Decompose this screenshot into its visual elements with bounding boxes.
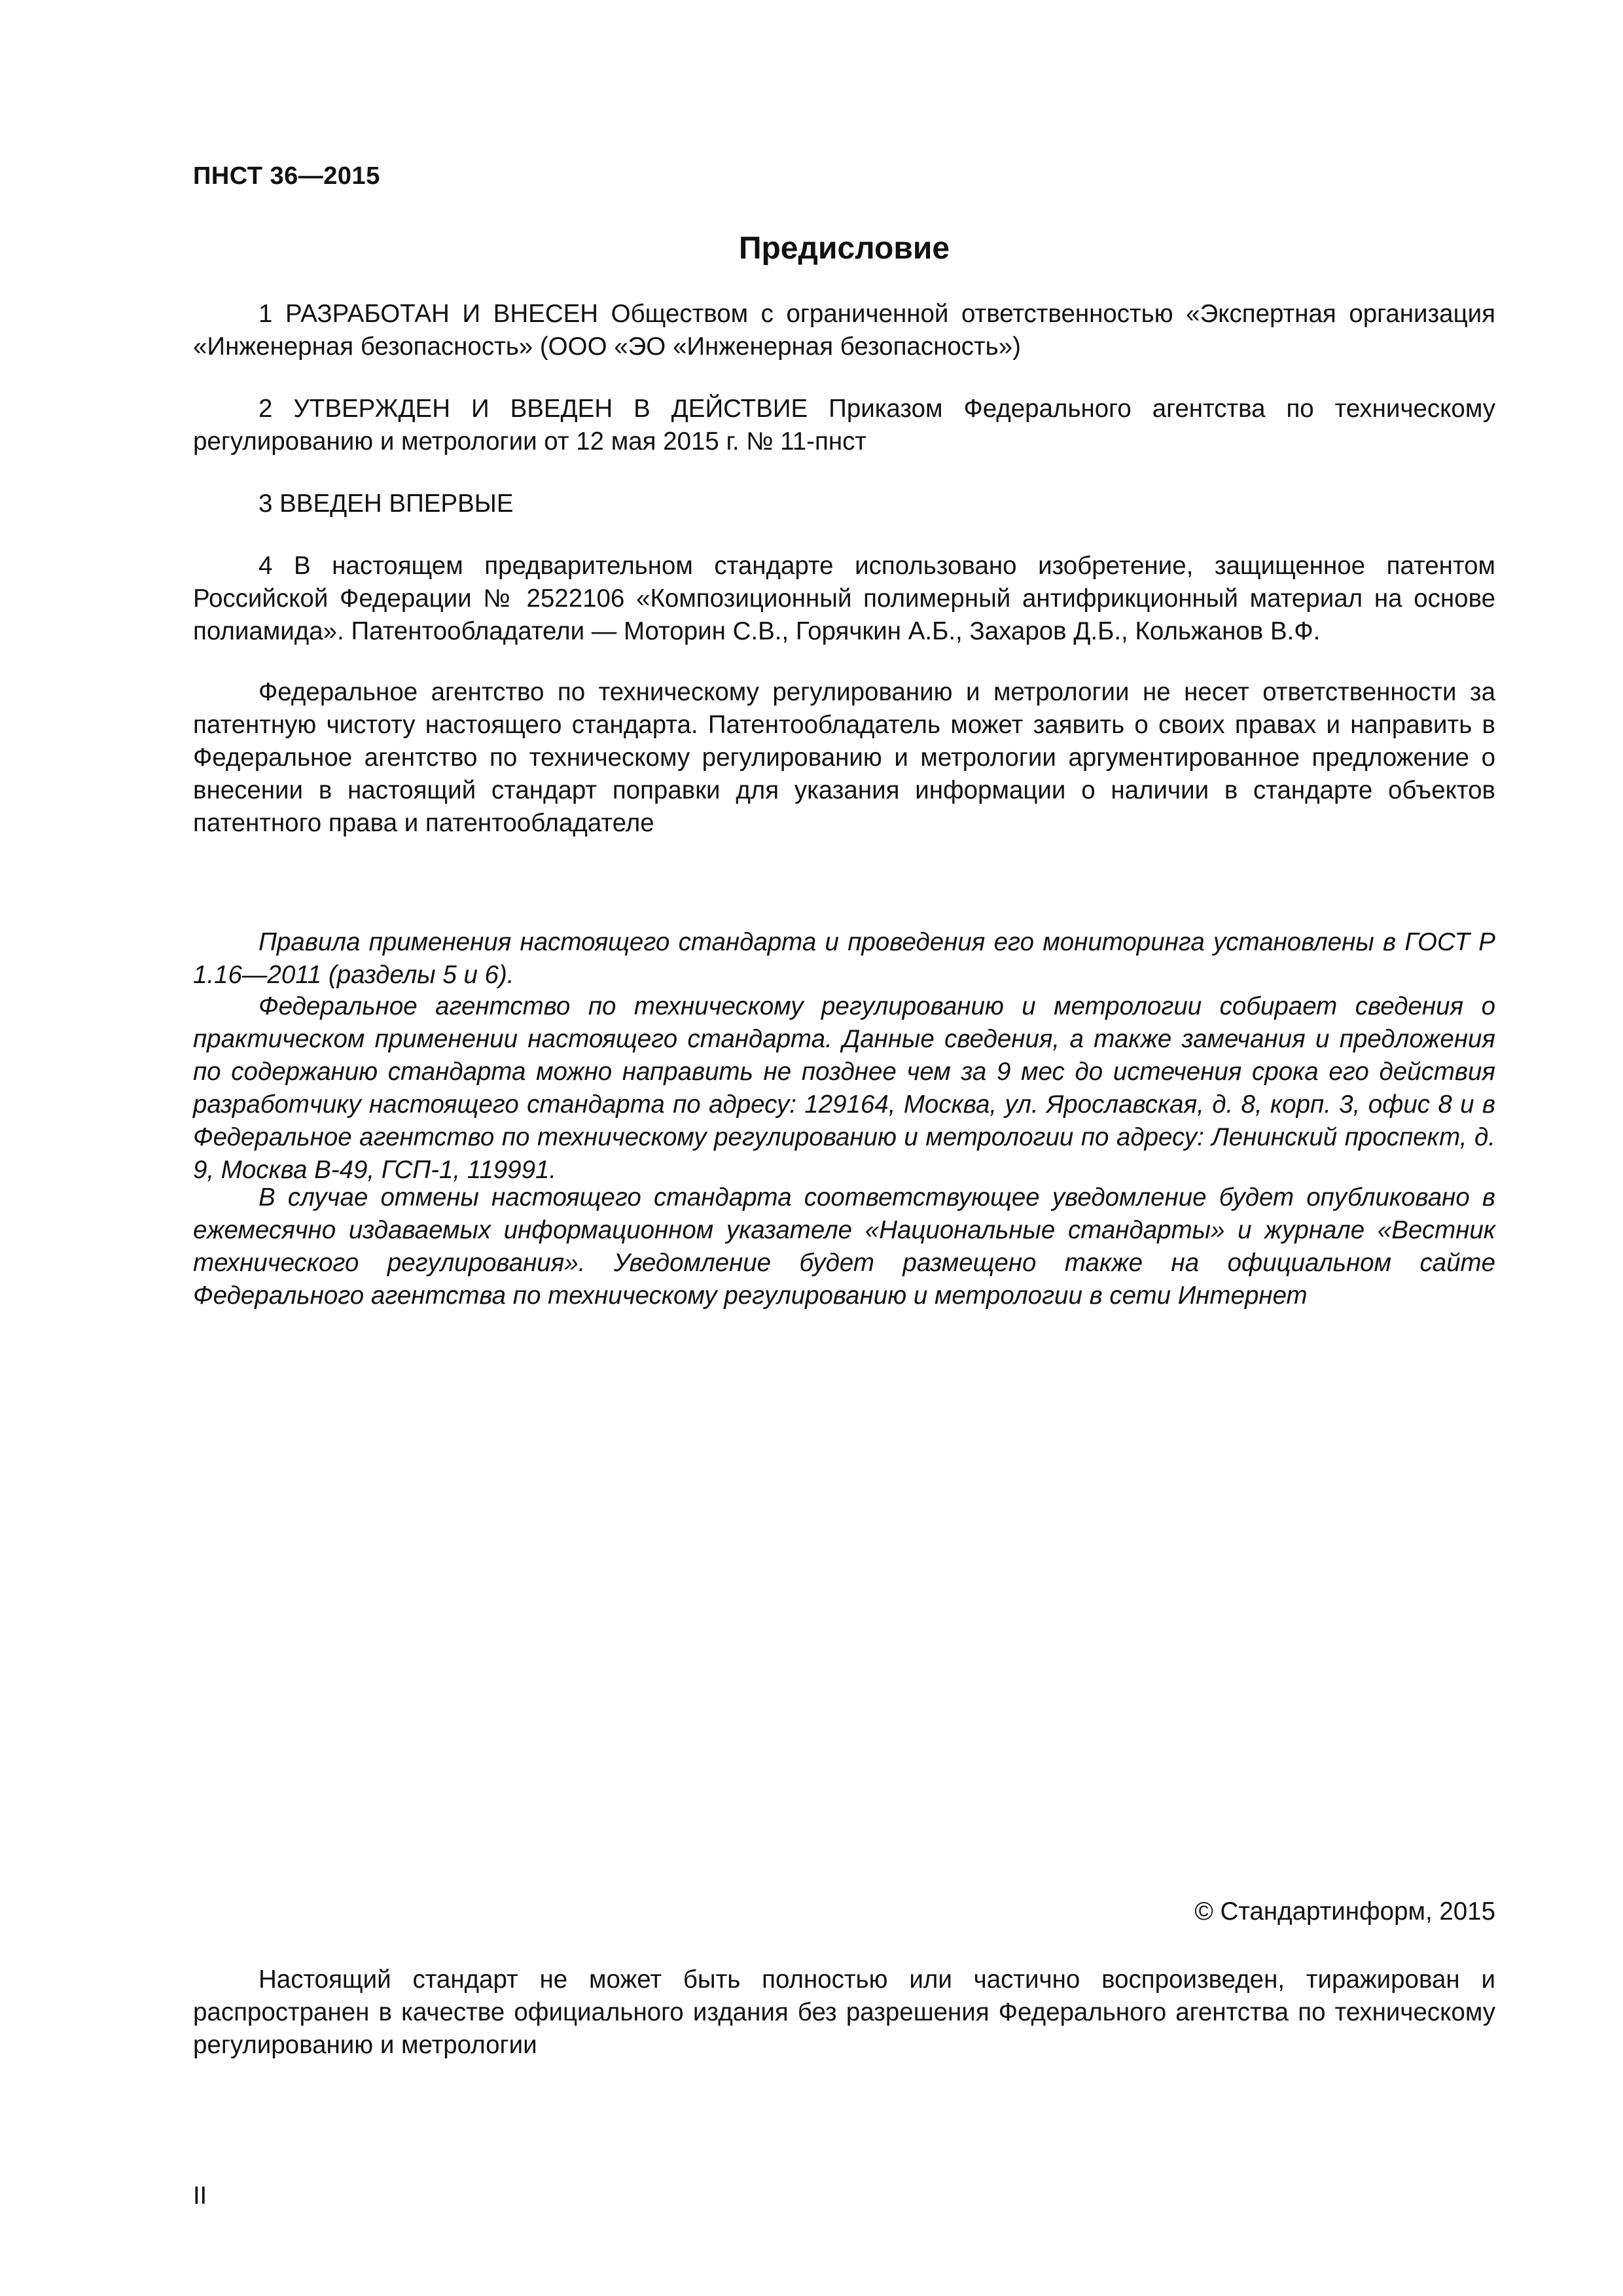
foreword-item-1: 1 РАЗРАБОТАН И ВНЕСЕН Обществом с ограниченной ответственностью «Экспертная организация «Инженерная безопасность» (ООО «ЭО «Инженерная безопасность») (193, 300, 1495, 361)
rules-paragraph-1: Правила применения настоящего стандарта и проведения его мониторинга установлены в ГОСТ Р 1.16—2011 (разделы 5 и 6). (193, 928, 1495, 989)
rules-paragraph-3: В случае отмены настоящего стандарта соответствующее уведомление будет опубликовано в ежемесячно издаваемых информационном указателе «Национальные стандарты» и журнале «Вестник технического регулирования». Уведомление будет размещено также на официальном сайте Федерального агентства по техническому регулированию и метрологии в сети Интернет (193, 1183, 1495, 1310)
foreword-item-3: 3 ВВЕДЕН ВПЕРВЫЕ (259, 490, 514, 518)
copyright: © Стандартинформ, 2015 (1194, 1897, 1495, 1926)
document-code: ПНСТ 36—2015 (193, 162, 380, 190)
rules-paragraph-2: Федеральное агентство по техническому регулированию и метрологии собирает сведения о практическом применении настоящего стандарта. Данные сведения, а также замечания и предложения по содержанию стандарта можно направить не позднее чем за 9 мес до истечения срока его действия разработчику настоящего стандарта по адресу: 129164, Москва, ул. Ярославская, д. 8, корп. 3, офис 8 и в Федеральное агентство по техническому регулированию и метрологии по адресу: Ленинский проспект, д. 9, Москва В-49, ГСП-1, 119991. (193, 992, 1495, 1184)
foreword-item-2: 2 УТВЕРЖДЕН И ВВЕДЕН В ДЕЙСТВИЕ Приказом Федерального агентства по техническому регулированию и метрологии от 12 мая 2015 г. № 11-пнст (193, 395, 1495, 456)
patent-note: Федеральное агентство по техническому регулированию и метрологии не несет ответственности за патентную чистоту настоящего стандарта. Патентообладатель может заявить о своих правах и направить в Федеральное агентство по техническому регулированию и метрологии аргументированное предложение о внесении в настоящий стандарт поправки для указания информации о наличии в стандарте объектов патентного права и патентообладателе (193, 678, 1495, 837)
foreword-item-4: 4 В настоящем предварительном стандарте использовано изобретение, защищенное патентом Российской Федерации № 2522106 «Композиционный полимерный антифрикционный материал на основе полиамида». Патентообладатели — Моторин С.В., Горячкин А.Б., Захаров Д.Б., Кольжанов В.Ф. (193, 552, 1495, 645)
reproduction-note: Настоящий стандарт не может быть полностью или частично воспроизведен, тиражирован и распространен в качестве официального издания без разрешения Федерального агентства по техническому регулированию и метрологии (193, 1965, 1495, 2059)
page-number: II (193, 2182, 207, 2210)
page-title: Предисловие (738, 231, 950, 266)
